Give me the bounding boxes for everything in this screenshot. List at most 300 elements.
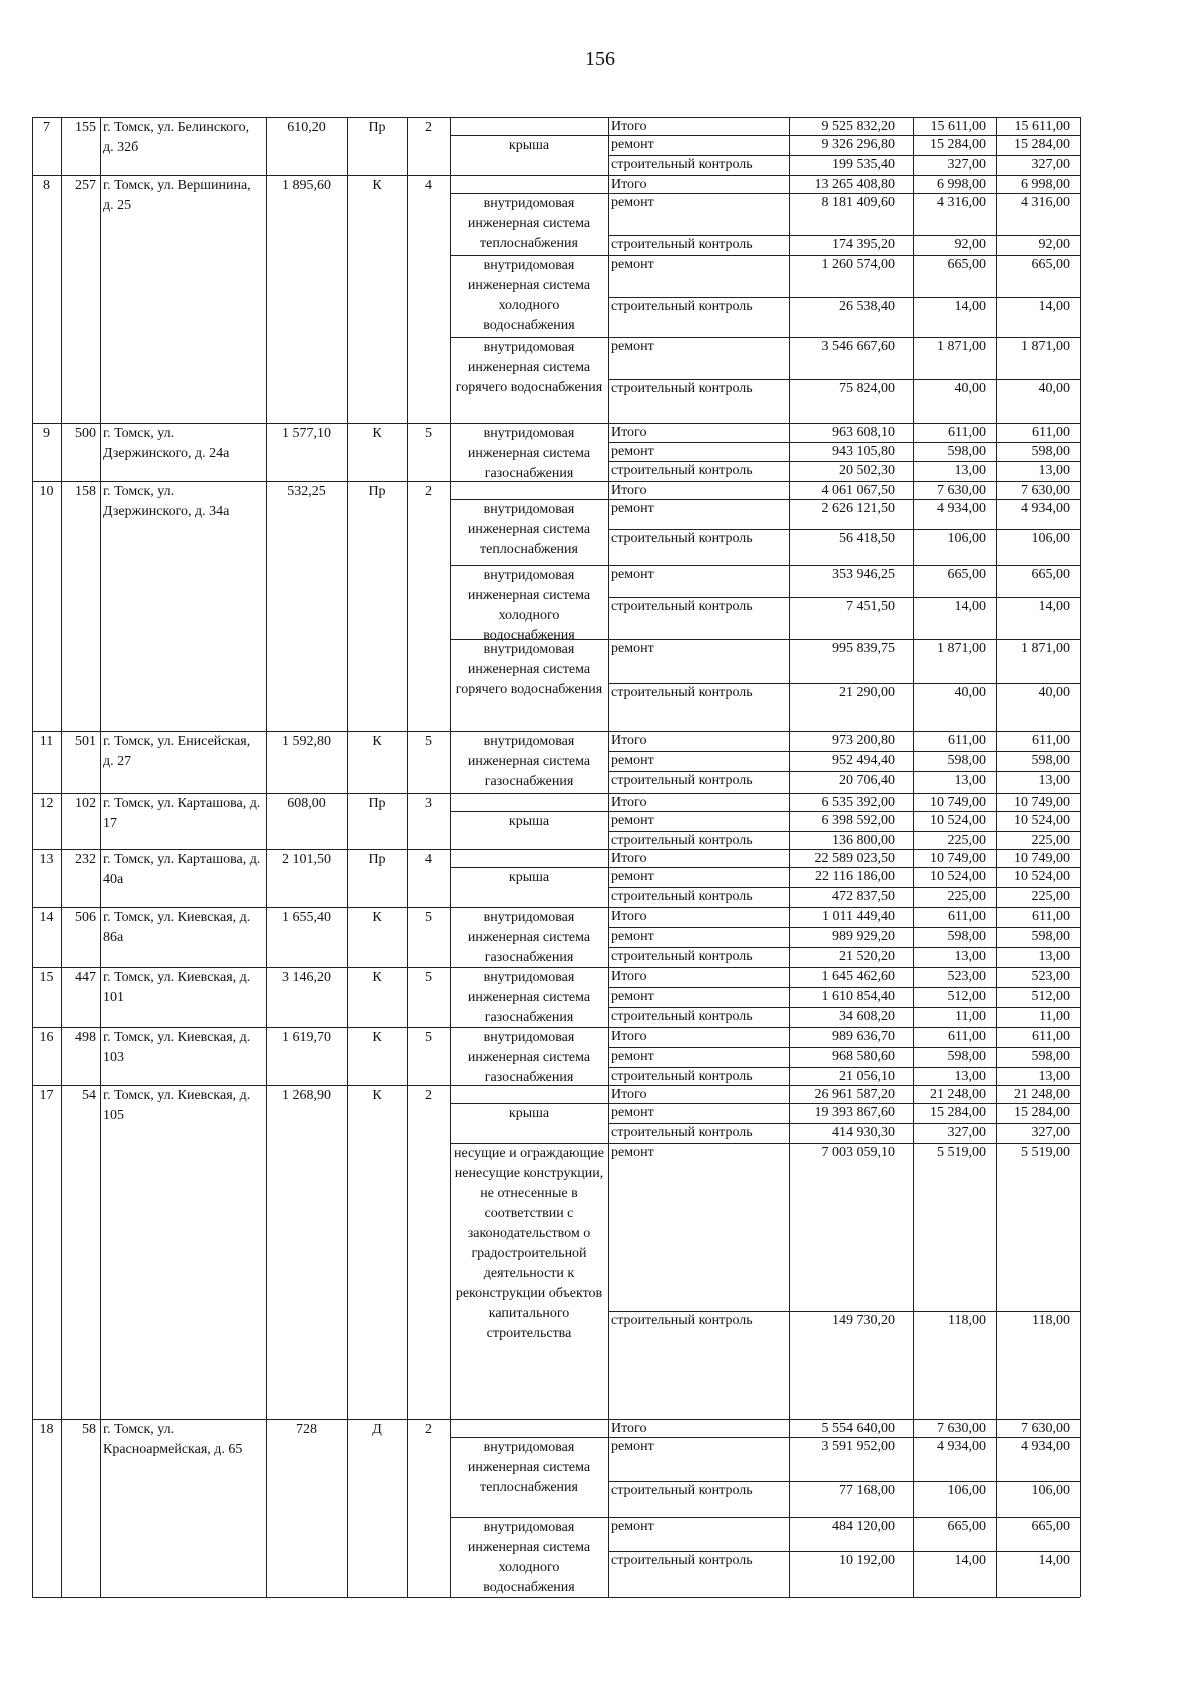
cost-limit: 13,00 <box>1038 463 1070 478</box>
grid-line <box>266 117 267 175</box>
wall-type: Д <box>372 1422 382 1437</box>
grid-line <box>450 907 451 967</box>
cost-per-sqm: 10 749,00 <box>930 795 986 810</box>
cost-item-name: строительный контроль <box>611 1069 753 1084</box>
house-address: г. Томск, ул. Вершинина, д. 25 <box>103 178 251 213</box>
cost-total: 75 824,00 <box>839 381 895 396</box>
house-address: г. Томск, ул. Белинского, д. 32б <box>103 120 250 155</box>
house-id: 54 <box>82 1088 96 1103</box>
grid-line <box>450 481 451 731</box>
cost-item-name: ремонт <box>611 1049 654 1064</box>
cost-limit: 10 749,00 <box>1014 795 1070 810</box>
grid-line <box>100 481 101 731</box>
floors-count: 5 <box>425 734 432 749</box>
work-type-label: внутридомовая инженерная система газоснабжения <box>467 1030 591 1085</box>
house-address: г. Томск, ул. Дзержинского, д. 34а <box>103 484 230 519</box>
cost-limit: 118,00 <box>1032 1313 1070 1328</box>
grid-line <box>996 175 997 423</box>
grid-line <box>32 907 33 967</box>
grid-line <box>789 1419 790 1597</box>
work-type-label <box>452 794 606 812</box>
grid-line <box>61 175 62 423</box>
grid-line <box>266 1027 267 1085</box>
work-type-label <box>452 482 606 500</box>
grid-line <box>407 1085 408 1419</box>
grid-line <box>407 907 408 967</box>
work-type-label: внутридомовая инженерная система горячего водоснабжения <box>455 642 603 697</box>
cost-total: 484 120,00 <box>832 1519 895 1534</box>
floors-count: 4 <box>425 178 432 193</box>
grid-line <box>347 731 348 793</box>
cost-item-name: строительный контроль <box>611 949 753 964</box>
house-area: 2 101,50 <box>282 852 331 867</box>
row-number: 14 <box>39 910 54 925</box>
cost-item-name: ремонт <box>611 339 654 354</box>
cost-total: 989 929,20 <box>832 929 895 944</box>
cost-total: 22 116 186,00 <box>815 869 895 884</box>
cost-limit: 10 749,00 <box>1014 851 1070 866</box>
cost-limit: 4 316,00 <box>1021 195 1070 210</box>
grid-line <box>608 423 609 481</box>
grid-line <box>32 1085 33 1419</box>
cost-per-sqm: 106,00 <box>947 531 986 546</box>
grid-line <box>347 907 348 967</box>
cost-total: 989 636,70 <box>832 1029 895 1044</box>
cost-limit: 106,00 <box>1031 531 1070 546</box>
cost-limit: 1 871,00 <box>1021 641 1070 656</box>
grid-line <box>347 423 348 481</box>
cost-limit: 327,00 <box>1031 1125 1070 1140</box>
cost-limit: 10 524,00 <box>1014 869 1070 884</box>
cost-limit: 15 611,00 <box>1014 119 1070 134</box>
grid-line <box>608 1419 609 1597</box>
work-type-label <box>452 1086 606 1104</box>
cost-limit: 225,00 <box>1031 833 1070 848</box>
cost-limit: 10 524,00 <box>1014 813 1070 828</box>
grid-line <box>266 849 267 907</box>
floors-count: 3 <box>425 796 432 811</box>
grid-line <box>32 1419 33 1597</box>
cost-limit: 14,00 <box>1038 599 1070 614</box>
row-number: 8 <box>43 178 50 193</box>
grid-line <box>913 849 914 907</box>
cost-total: 472 837,50 <box>832 889 895 904</box>
grid-line <box>996 731 997 793</box>
cost-total: 21 290,00 <box>839 685 895 700</box>
work-type-label: крыша <box>508 1106 550 1121</box>
house-id: 506 <box>75 910 96 925</box>
cost-limit: 14,00 <box>1038 1553 1070 1568</box>
grid-line <box>61 849 62 907</box>
cost-limit: 598,00 <box>1031 444 1070 459</box>
work-type-label: внутридомовая инженерная система теплоснабжения <box>467 502 591 557</box>
grid-line <box>608 967 609 1027</box>
cost-item-name: строительный контроль <box>611 157 753 172</box>
cost-item-name: строительный контроль <box>611 463 753 478</box>
cost-limit: 40,00 <box>1038 381 1070 396</box>
grid-line <box>1080 117 1081 175</box>
grid-line <box>789 1027 790 1085</box>
cost-per-sqm: 225,00 <box>947 833 986 848</box>
grid-line <box>32 175 33 423</box>
cost-total: 943 105,80 <box>832 444 895 459</box>
wall-type: К <box>372 910 382 925</box>
grid-line <box>608 793 609 849</box>
grid-line <box>1080 1419 1081 1597</box>
work-type-label <box>452 850 606 868</box>
cost-per-sqm: 14,00 <box>954 599 986 614</box>
cost-total: 19 393 867,60 <box>814 1105 895 1120</box>
grid-line <box>1080 793 1081 849</box>
grid-line <box>450 1419 451 1597</box>
grid-line <box>266 907 267 967</box>
cost-total: 20 502,30 <box>839 463 895 478</box>
cost-item-name: строительный контроль <box>611 685 753 700</box>
house-id: 447 <box>75 970 96 985</box>
grid-line <box>61 117 62 175</box>
grid-line <box>1080 423 1081 481</box>
wall-type: К <box>372 178 382 193</box>
cost-total: 199 535,40 <box>832 157 895 172</box>
house-area: 608,00 <box>287 796 326 811</box>
cost-total: 7 003 059,10 <box>821 1145 895 1160</box>
cost-total: 6 398 592,00 <box>821 813 895 828</box>
work-type-label: крыша <box>508 814 550 829</box>
wall-type: К <box>372 970 382 985</box>
cost-limit: 523,00 <box>1031 969 1070 984</box>
cost-item-name: строительный контроль <box>611 1009 753 1024</box>
cost-per-sqm: 15 284,00 <box>930 1105 986 1120</box>
cost-item-name: ремонт <box>611 501 654 516</box>
cost-per-sqm: 598,00 <box>947 753 986 768</box>
grid-line <box>32 1597 1080 1598</box>
cost-limit: 225,00 <box>1031 889 1070 904</box>
work-type-label: внутридомовая инженерная система холодного водоснабжения <box>467 258 591 333</box>
floors-count: 2 <box>425 1422 432 1437</box>
cost-item-name: ремонт <box>611 444 654 459</box>
floors-count: 5 <box>425 1030 432 1045</box>
grid-line <box>347 967 348 1027</box>
grid-line <box>996 1027 997 1085</box>
cost-total: 5 554 640,00 <box>821 1421 895 1436</box>
work-type-label: крыша <box>508 870 550 885</box>
grid-line <box>913 1027 914 1085</box>
house-address: г. Томск, ул. Киевская, д. 105 <box>103 1088 251 1123</box>
grid-line <box>266 481 267 731</box>
row-number: 16 <box>39 1030 54 1045</box>
cost-per-sqm: 327,00 <box>947 157 986 172</box>
work-type-label: внутридомовая инженерная система холодного водоснабжения <box>467 568 591 643</box>
house-area: 1 619,70 <box>282 1030 331 1045</box>
grid-line <box>996 1419 997 1597</box>
cost-limit: 13,00 <box>1038 773 1070 788</box>
grid-line <box>32 481 33 731</box>
cost-per-sqm: 611,00 <box>948 909 986 924</box>
floors-count: 2 <box>425 484 432 499</box>
grid-line <box>347 1419 348 1597</box>
cost-item-name: ремонт <box>611 257 654 272</box>
grid-line <box>913 967 914 1027</box>
grid-line <box>996 117 997 175</box>
grid-line <box>347 849 348 907</box>
grid-line <box>913 1085 914 1419</box>
floors-count: 5 <box>425 426 432 441</box>
cost-per-sqm: 40,00 <box>954 685 986 700</box>
cost-per-sqm: 13,00 <box>954 773 986 788</box>
cost-limit: 11,00 <box>1039 1009 1070 1024</box>
wall-type: Пр <box>368 796 386 811</box>
grid-line <box>61 793 62 849</box>
cost-per-sqm: 598,00 <box>947 929 986 944</box>
cost-item-name: ремонт <box>611 1145 654 1160</box>
grid-line <box>100 423 101 481</box>
cost-per-sqm: 598,00 <box>947 444 986 459</box>
house-id: 498 <box>75 1030 96 1045</box>
cost-item-name: Итого <box>611 851 647 866</box>
cost-per-sqm: 10 524,00 <box>930 869 986 884</box>
cost-total: 26 538,40 <box>839 299 895 314</box>
work-type-label: внутридомовая инженерная система теплоснабжения <box>467 1440 591 1495</box>
cost-per-sqm: 5 519,00 <box>937 1145 986 1160</box>
work-type-label: внутридомовая инженерная система газоснабжения <box>467 426 591 481</box>
cost-item-name: ремонт <box>611 195 654 210</box>
cost-total: 963 608,10 <box>832 425 895 440</box>
wall-type: К <box>372 1088 382 1103</box>
cost-per-sqm: 10 524,00 <box>930 813 986 828</box>
cost-per-sqm: 15 284,00 <box>930 137 986 152</box>
work-type-label: внутридомовая инженерная система газоснабжения <box>467 910 591 965</box>
grid-line <box>347 175 348 423</box>
cost-per-sqm: 106,00 <box>947 1483 986 1498</box>
grid-line <box>996 907 997 967</box>
cost-total: 21 520,20 <box>839 949 895 964</box>
cost-total: 20 706,40 <box>839 773 895 788</box>
cost-limit: 665,00 <box>1031 1519 1070 1534</box>
grid-line <box>1080 1027 1081 1085</box>
grid-line <box>996 967 997 1027</box>
cost-per-sqm: 523,00 <box>947 969 986 984</box>
grid-line <box>100 175 101 423</box>
cost-limit: 327,00 <box>1031 157 1070 172</box>
cost-item-name: Итого <box>611 795 647 810</box>
grid-line <box>407 1027 408 1085</box>
house-address: г. Томск, ул. Киевская, д. 101 <box>103 970 251 1005</box>
cost-total: 1 645 462,60 <box>821 969 895 984</box>
grid-line <box>100 1027 101 1085</box>
cost-limit: 611,00 <box>1032 909 1070 924</box>
cost-item-name: строительный контроль <box>611 381 753 396</box>
house-area: 1 895,60 <box>282 178 331 193</box>
cost-limit: 6 998,00 <box>1021 177 1070 192</box>
cost-per-sqm: 7 630,00 <box>937 483 986 498</box>
cost-item-name: ремонт <box>611 1105 654 1120</box>
grid-line <box>32 423 33 481</box>
grid-line <box>100 967 101 1027</box>
cost-per-sqm: 1 871,00 <box>937 641 986 656</box>
grid-line <box>61 967 62 1027</box>
grid-line <box>266 1085 267 1419</box>
cost-total: 353 946,25 <box>832 567 895 582</box>
grid-line <box>996 423 997 481</box>
cost-limit: 611,00 <box>1032 425 1070 440</box>
house-area: 3 146,20 <box>282 970 331 985</box>
house-address: г. Томск, ул. Дзержинского, д. 24а <box>103 426 230 461</box>
cost-total: 77 168,00 <box>839 1483 895 1498</box>
cost-per-sqm: 13,00 <box>954 1069 986 1084</box>
cost-item-name: Итого <box>611 425 647 440</box>
cost-total: 21 056,10 <box>839 1069 895 1084</box>
house-address: г. Томск, ул. Енисейская, д. 27 <box>103 734 251 769</box>
cost-total: 3 591 952,00 <box>821 1439 895 1454</box>
cost-item-name: строительный контроль <box>611 1483 753 1498</box>
page-number: 156 <box>585 48 615 70</box>
grid-line <box>608 731 609 793</box>
cost-limit: 21 248,00 <box>1014 1087 1070 1102</box>
grid-line <box>450 793 451 849</box>
cost-limit: 598,00 <box>1031 753 1070 768</box>
cost-item-name: строительный контроль <box>611 889 753 904</box>
cost-per-sqm: 40,00 <box>954 381 986 396</box>
cost-per-sqm: 665,00 <box>947 567 986 582</box>
grid-line <box>789 423 790 481</box>
grid-line <box>347 1027 348 1085</box>
grid-line <box>266 731 267 793</box>
cost-per-sqm: 4 934,00 <box>937 1439 986 1454</box>
cost-per-sqm: 118,00 <box>948 1313 986 1328</box>
grid-line <box>913 423 914 481</box>
house-area: 1 592,80 <box>282 734 331 749</box>
cost-limit: 15 284,00 <box>1014 1105 1070 1120</box>
house-id: 158 <box>75 484 96 499</box>
cost-total: 9 326 296,80 <box>821 137 895 152</box>
grid-line <box>347 481 348 731</box>
row-number: 15 <box>39 970 54 985</box>
grid-line <box>100 1419 101 1597</box>
grid-line <box>789 907 790 967</box>
cost-total: 9 525 832,20 <box>821 119 895 134</box>
grid-line <box>789 967 790 1027</box>
house-area: 610,20 <box>287 120 326 135</box>
grid-line <box>789 731 790 793</box>
cost-total: 8 181 409,60 <box>821 195 895 210</box>
grid-line <box>407 1419 408 1597</box>
grid-line <box>407 793 408 849</box>
grid-line <box>913 793 914 849</box>
house-area: 532,25 <box>287 484 326 499</box>
cost-per-sqm: 512,00 <box>947 989 986 1004</box>
grid-line <box>450 1085 451 1419</box>
grid-line <box>407 849 408 907</box>
grid-line <box>789 117 790 175</box>
grid-line <box>789 1085 790 1419</box>
cost-total: 7 451,50 <box>846 599 895 614</box>
grid-line <box>266 1419 267 1597</box>
wall-type: К <box>372 1030 382 1045</box>
cost-limit: 40,00 <box>1038 685 1070 700</box>
cost-total: 3 546 667,60 <box>821 339 895 354</box>
cost-item-name: ремонт <box>611 869 654 884</box>
grid-line <box>996 793 997 849</box>
cost-total: 968 580,60 <box>832 1049 895 1064</box>
work-type-label <box>452 1420 606 1438</box>
cost-limit: 611,00 <box>1032 1029 1070 1044</box>
grid-line <box>913 731 914 793</box>
grid-line <box>266 423 267 481</box>
cost-per-sqm: 92,00 <box>954 237 986 252</box>
grid-line <box>61 907 62 967</box>
cost-total: 149 730,20 <box>832 1313 895 1328</box>
cost-per-sqm: 225,00 <box>947 889 986 904</box>
grid-line <box>913 907 914 967</box>
cost-limit: 598,00 <box>1031 929 1070 944</box>
cost-item-name: строительный контроль <box>611 1125 753 1140</box>
cost-total: 174 395,20 <box>832 237 895 252</box>
work-type-label <box>452 176 606 194</box>
house-id: 155 <box>75 120 96 135</box>
grid-line <box>996 481 997 731</box>
cost-per-sqm: 13,00 <box>954 463 986 478</box>
grid-line <box>347 117 348 175</box>
grid-line <box>608 1027 609 1085</box>
grid-line <box>407 731 408 793</box>
house-address: г. Томск, ул. Карташова, д. 17 <box>103 796 261 831</box>
grid-line <box>450 423 451 481</box>
house-id: 232 <box>75 852 96 867</box>
cost-per-sqm: 11,00 <box>955 1009 986 1024</box>
cost-item-name: ремонт <box>611 813 654 828</box>
house-id: 58 <box>82 1422 96 1437</box>
grid-line <box>789 849 790 907</box>
cost-item-name: Итого <box>611 483 647 498</box>
grid-line <box>100 793 101 849</box>
cost-per-sqm: 14,00 <box>954 299 986 314</box>
cost-limit: 13,00 <box>1038 949 1070 964</box>
work-type-label: внутридомовая инженерная система теплоснабжения <box>467 196 591 251</box>
grid-line <box>450 731 451 793</box>
cost-total: 34 608,20 <box>839 1009 895 1024</box>
grid-line <box>407 117 408 175</box>
grid-line <box>32 793 33 849</box>
cost-total: 4 061 067,50 <box>821 483 895 498</box>
grid-line <box>407 175 408 423</box>
cost-limit: 512,00 <box>1031 989 1070 1004</box>
cost-total: 26 961 587,20 <box>814 1087 895 1102</box>
row-number: 7 <box>43 120 50 135</box>
grid-line <box>1080 481 1081 731</box>
grid-line <box>450 967 451 1027</box>
house-address: г. Томск, ул. Красноармейская, д. 65 <box>103 1422 243 1457</box>
grid-line <box>913 1419 914 1597</box>
grid-line <box>450 849 451 907</box>
grid-line <box>347 1085 348 1419</box>
grid-line <box>407 423 408 481</box>
grid-line <box>61 1419 62 1597</box>
cost-item-name: ремонт <box>611 641 654 656</box>
cost-total: 22 589 023,50 <box>814 851 895 866</box>
wall-type: К <box>372 734 382 749</box>
cost-item-name: ремонт <box>611 1439 654 1454</box>
cost-total: 6 535 392,00 <box>821 795 895 810</box>
cost-limit: 7 630,00 <box>1021 1421 1070 1436</box>
cost-limit: 14,00 <box>1038 299 1070 314</box>
cost-total: 414 930,30 <box>832 1125 895 1140</box>
grid-line <box>347 793 348 849</box>
cost-per-sqm: 1 871,00 <box>937 339 986 354</box>
grid-line <box>100 117 101 175</box>
cost-item-name: Итого <box>611 1421 647 1436</box>
grid-line <box>1080 731 1081 793</box>
grid-line <box>100 1085 101 1419</box>
